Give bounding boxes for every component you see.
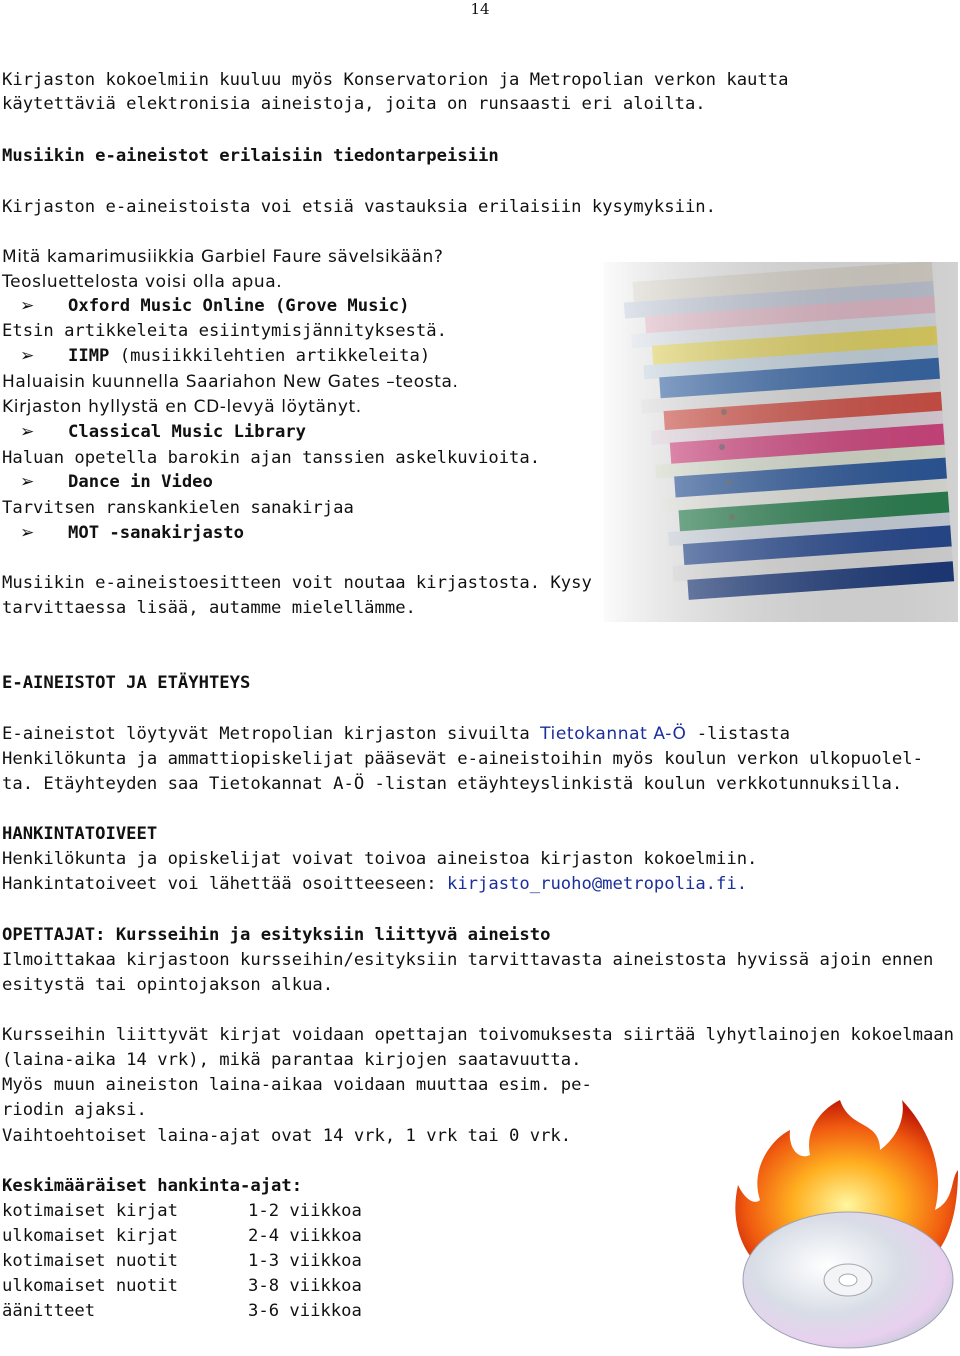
times-value: 1-2 viikkoa xyxy=(248,1201,362,1221)
remote-line xyxy=(2,722,790,746)
teachers-line: Kursseihin liittyvät kirjat voidaan opettajan toivomuksesta siirtää lyhytlainojen kokoelmaan xyxy=(2,1025,954,1045)
times-row xyxy=(2,1249,362,1273)
arrow-bullet-icon: ➢ xyxy=(20,346,35,366)
intro-line: käytettäviä elektronisia aineistoja, joita on runsaasti eri aloilta. xyxy=(2,94,706,114)
remote-heading: E-AINEISTOT JA ETÄYHTEYS xyxy=(2,673,251,693)
outro-line: tarvittaessa lisää, autamme mielellämme. xyxy=(2,598,416,618)
times-label: ulkomaiset nuotit xyxy=(2,1276,178,1296)
teachers-line: esitystä tai opintojakson alkua. xyxy=(2,975,334,995)
times-value: 2-4 viikkoa xyxy=(248,1226,362,1246)
remote-line: ta. Etäyhteyden saa Tietokannat A-Ö -listan etäyhteyslinkistä koulun verkkotunnuksilla. xyxy=(2,774,903,794)
times-row xyxy=(2,1224,362,1248)
resource-item xyxy=(2,344,430,368)
times-value: 3-8 viikkoa xyxy=(248,1276,362,1296)
remote-text: E-aineistot löytyvät Metropolian kirjaston sivuilta xyxy=(2,724,541,744)
acquisition-line xyxy=(2,872,747,896)
teachers-heading: OPETTAJAT: Kursseihin ja esityksiin liittyvä aineisto xyxy=(2,925,551,945)
teachers-line: Vaihtoehtoiset laina-ajat ovat 14 vrk, 1 vrk tai 0 vrk. xyxy=(2,1126,572,1146)
times-label: kotimaiset nuotit xyxy=(2,1251,178,1271)
acquisition-line: Henkilökunta ja opiskelijat voivat toivoa aineistoa kirjaston kokoelmiin. xyxy=(2,849,758,869)
music-lead: Kirjaston e-aineistoista voi etsiä vastauksia erilaisiin kysymyksiin. xyxy=(2,197,716,217)
teachers-line: riodin ajaksi. xyxy=(2,1100,147,1120)
teachers-line: Ilmoittakaa kirjastoon kursseihin/esityksiin tarvittavasta aineistosta hyvissä ajoin ennen xyxy=(2,950,934,970)
resource-link[interactable]: Classical Music Library xyxy=(68,422,306,442)
question-text: Kirjaston hyllystä en CD-levyä löytänyt. xyxy=(2,397,362,417)
teachers-line: Myös muun aineiston laina-aikaa voidaan muuttaa esim. pe- xyxy=(2,1075,592,1095)
resource-link[interactable]: Oxford Music Online (Grove Music) xyxy=(68,296,410,316)
resource-link[interactable]: MOT -sanakirjasto xyxy=(68,523,244,543)
resource-item xyxy=(2,470,213,494)
question-text: Haluan opetella barokin ajan tanssien askelkuvioita. xyxy=(2,448,541,468)
times-label: äänitteet xyxy=(2,1301,96,1321)
resource-note: (musiikkilehtien artikkeleita) xyxy=(109,346,431,366)
remote-line: Henkilökunta ja ammattiopiskelijat pääsevät e-aineistoihin myös koulun verkon ulkopuolel- xyxy=(2,749,923,769)
arrow-bullet-icon: ➢ xyxy=(20,422,35,442)
email-link[interactable]: kirjasto_ruoho@metropolia.fi xyxy=(446,874,737,894)
question-text: Tarvitsen ranskankielen sanakirjaa xyxy=(2,498,354,518)
times-label: ulkomaiset kirjat xyxy=(2,1226,178,1246)
times-value: 1-3 viikkoa xyxy=(248,1251,362,1271)
times-row xyxy=(2,1274,362,1298)
teachers-line: (laina-aika 14 vrk), mikä parantaa kirjojen saatavuutta. xyxy=(2,1050,582,1070)
burning-cd-image xyxy=(730,1090,958,1352)
times-label: kotimaiset kirjat xyxy=(2,1201,178,1221)
remote-text: -listasta xyxy=(686,724,790,744)
outro-line: Musiikin e-aineistoesitteen voit noutaa kirjastosta. Kysy xyxy=(2,573,592,593)
question-text: Teosluettelosta voisi olla apua. xyxy=(2,272,283,292)
acquisition-text: Hankintatoiveet voi lähettää osoitteeseen: xyxy=(2,874,447,894)
page-number: 14 xyxy=(470,0,490,18)
question-text: Etsin artikkeleita esiintymisjännityksestä. xyxy=(2,321,447,341)
times-heading: Keskimääräiset hankinta-ajat: xyxy=(2,1176,303,1196)
music-heading: Musiikin e-aineistot erilaisiin tiedontarpeisiin xyxy=(2,146,499,166)
times-value: 3-6 viikkoa xyxy=(248,1301,362,1321)
email-period: . xyxy=(736,874,748,894)
resource-link[interactable]: Dance in Video xyxy=(68,472,213,492)
times-row xyxy=(2,1299,362,1323)
binders-stack-image xyxy=(604,262,958,622)
resource-item xyxy=(2,294,409,318)
times-row xyxy=(2,1199,362,1223)
arrow-bullet-icon: ➢ xyxy=(20,472,35,492)
question-text: Haluaisin kuunnella Saariahon New Gates –teosta. xyxy=(2,372,459,392)
question-text: Mitä kamarimusiikkia Garbiel Faure sävelsikään? xyxy=(2,247,444,267)
intro-line: Kirjaston kokoelmiin kuuluu myös Konservatorion ja Metropolian verkon kautta xyxy=(2,70,789,90)
resource-link[interactable]: IIMP xyxy=(68,346,110,366)
resource-item xyxy=(2,420,306,444)
acquisition-heading: HANKINTATOIVEET xyxy=(2,824,158,844)
databases-link[interactable]: Tietokannat A-Ö xyxy=(540,724,687,744)
arrow-bullet-icon: ➢ xyxy=(20,296,35,316)
arrow-bullet-icon: ➢ xyxy=(20,523,35,543)
resource-item xyxy=(2,521,244,545)
